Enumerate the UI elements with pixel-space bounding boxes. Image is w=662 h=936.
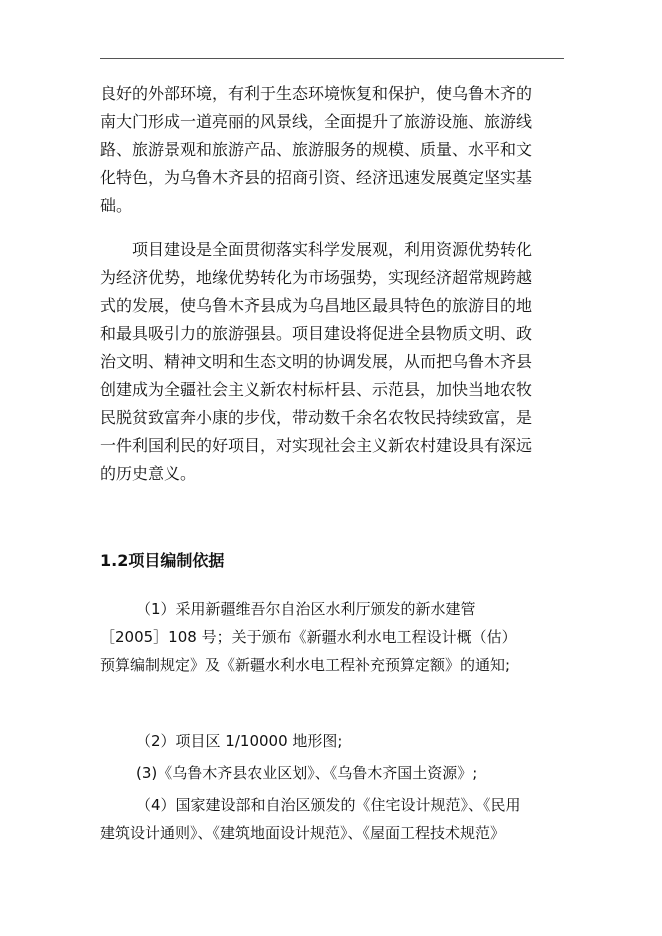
text-line: (3)《乌鲁木齐县农业区划》、《乌鲁木齐国土资源》; (136, 764, 478, 782)
text-line: 预算编制规定》及《新疆水利水电工程补充预算定额》的通知; (100, 656, 511, 674)
basis-item-2 (100, 727, 564, 755)
text-line: ［2005］108 号；关于颁布《新疆水利水电工程设计概（估） (100, 628, 517, 646)
text-line: 和最具吸引力的旅游强县。项目建设将促进全县物质文明、政 (100, 324, 533, 343)
text-line: 良好的外部环境，有利于生态环境恢复和保护，使乌鲁木齐的 (100, 84, 533, 103)
paragraph-1 (100, 80, 564, 220)
text-line: 治文明、精神文明和生态文明的协调发展，从而把乌鲁木齐县 (100, 352, 533, 371)
text-line: 一件利国利民的好项目，对实现社会主义新农村建设具有深远 (100, 436, 533, 455)
text-line: 式的发展，使乌鲁木齐县成为乌昌地区最具特色的旅游目的地 (100, 296, 533, 315)
text-line: 南大门形成一道亮丽的风景线，全面提升了旅游设施、旅游线 (100, 112, 533, 131)
section-heading (100, 547, 564, 575)
text-line: 化特色，为乌鲁木齐县的招商引资、经济迅速发展奠定坚实基 (100, 168, 533, 187)
text-line: 民脱贫致富奔小康的步伐，带动数千余名农牧民持续致富，是 (100, 408, 533, 427)
text-line: （2）项目区 1/10000 地形图; (136, 732, 343, 750)
text-line: 路、旅游景观和旅游产品、旅游服务的规模、质量、水平和文 (100, 140, 533, 159)
text-line: 的历史意义。 (100, 464, 197, 483)
header-rule (100, 58, 564, 59)
paragraph-2 (100, 236, 564, 488)
text-line: （4）国家建设部和自治区颁发的《住宅设计规范》、《民用 (136, 796, 521, 814)
section-heading-text: 1.2项目编制依据 (100, 551, 225, 570)
text-line: 础。 (100, 196, 133, 215)
basis-item-3 (100, 759, 564, 787)
basis-item-1 (100, 595, 570, 679)
text-line: 创建成为全疆社会主义新农村标杆县、示范县，加快当地农牧 (100, 380, 533, 399)
text-line: 为经济优势，地缘优势转化为市场强势，实现经济超常规跨越 (100, 268, 533, 287)
text-line: 建筑设计通则》、《建筑地面设计规范》、《屋面工程技术规范》 (100, 824, 506, 842)
basis-item-4 (100, 791, 570, 847)
text-line: （1）采用新疆维吾尔自治区水利厅颁发的新水建管 (136, 600, 476, 618)
text-line: 项目建设是全面贯彻落实科学发展观，利用资源优势转化 (132, 240, 533, 259)
